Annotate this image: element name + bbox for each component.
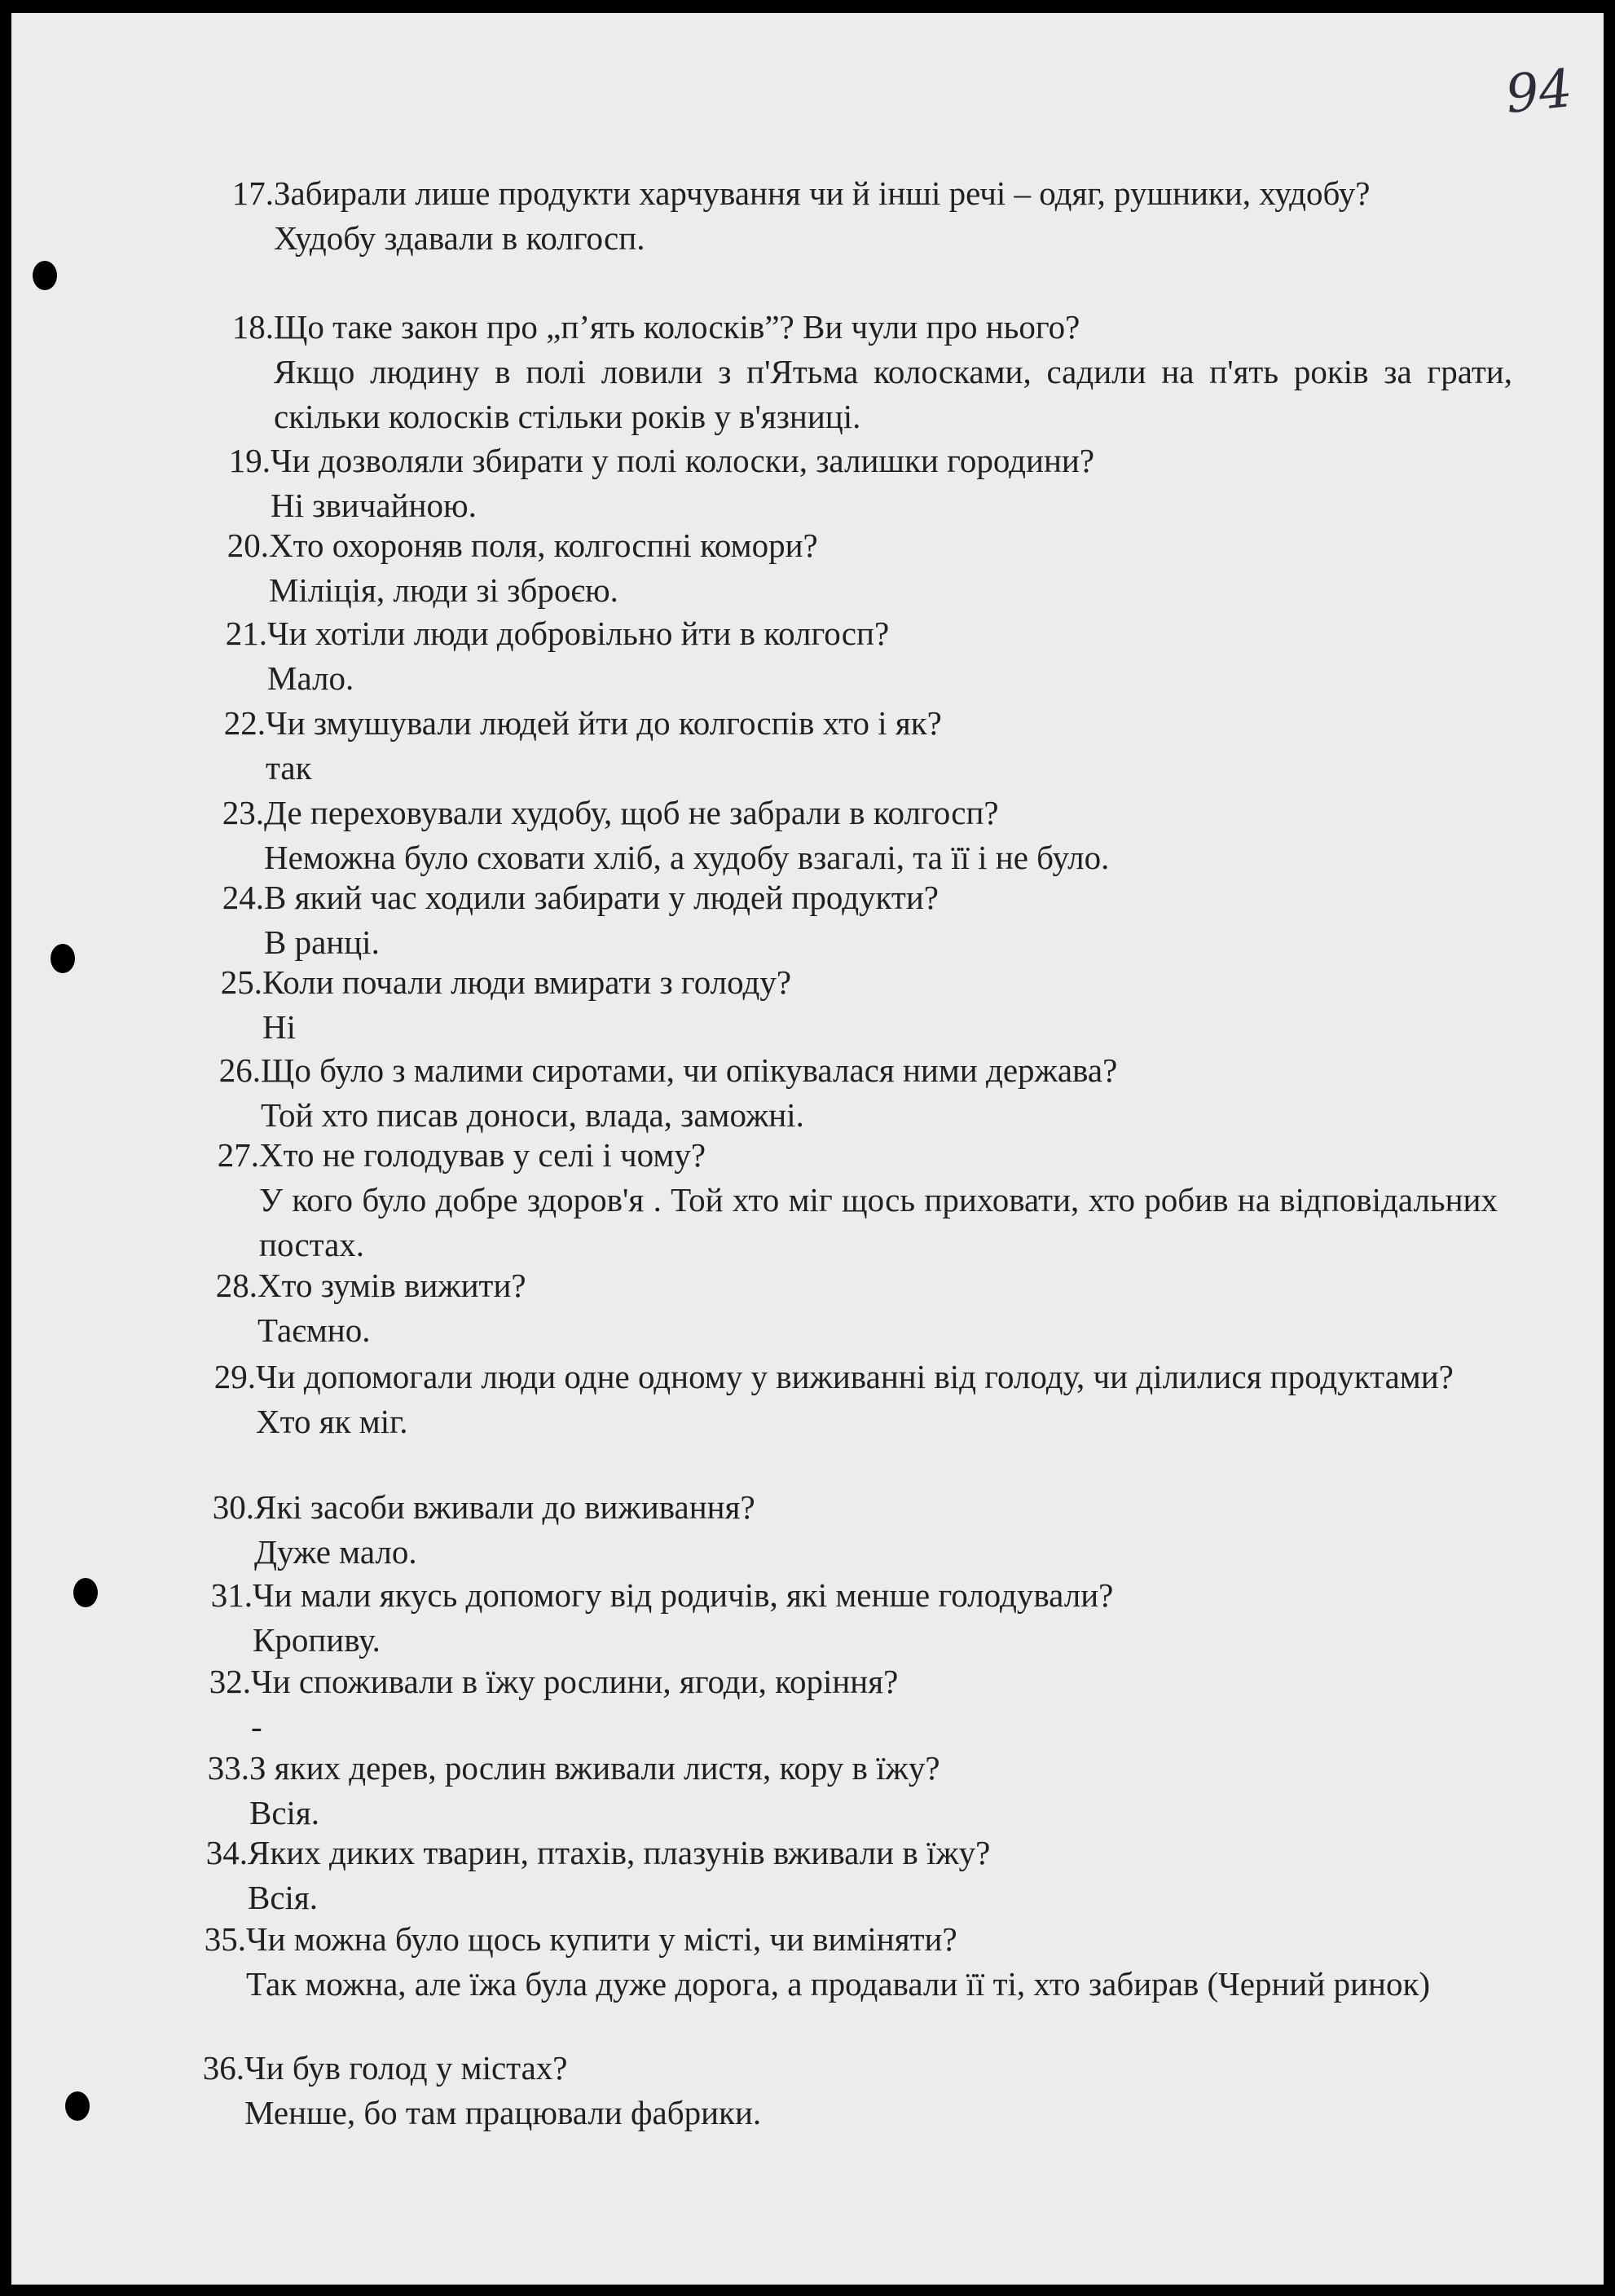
answer-text: Дуже мало. bbox=[254, 1533, 417, 1571]
question-text: Коли почали люди вмирати з голоду? bbox=[262, 963, 792, 1001]
answer-text: Мало. bbox=[267, 659, 354, 697]
question-text: Які засоби вживали до виживання? bbox=[254, 1488, 755, 1526]
item-number: 36. bbox=[202, 2049, 244, 2087]
item-number: 34. bbox=[205, 1834, 248, 1871]
question-text: Хто охороняв поля, колгоспні комори? bbox=[269, 527, 818, 564]
answer-text: В ранці. bbox=[264, 923, 380, 961]
question-text: Чи був голод у містах? bbox=[244, 2049, 568, 2087]
item-number: 33. bbox=[207, 1749, 249, 1787]
answer-text: Всія. bbox=[248, 1879, 319, 1916]
item-number: 32. bbox=[209, 1663, 251, 1700]
item-number: 30. bbox=[212, 1488, 254, 1526]
item-number: 27. bbox=[217, 1136, 259, 1174]
answer-text: Кропиву. bbox=[253, 1621, 381, 1659]
list-item bbox=[227, 523, 1573, 613]
answer-text: Міліція, люди зі зброєю. bbox=[269, 571, 618, 609]
item-number: 29. bbox=[213, 1358, 256, 1395]
question-text: Хто не голодував у селі і чому? bbox=[259, 1136, 706, 1174]
document-page bbox=[11, 13, 1604, 2285]
list-item bbox=[212, 1485, 1558, 1575]
punch-hole bbox=[73, 1578, 98, 1607]
list-item bbox=[205, 1831, 1551, 1920]
list-item bbox=[222, 791, 1568, 880]
item-number: 18. bbox=[231, 308, 274, 346]
answer-text: Всія. bbox=[249, 1794, 320, 1831]
list-item bbox=[220, 960, 1566, 1050]
item-number: 31. bbox=[210, 1576, 253, 1614]
question-text: Чи мали якусь допомогу від родичів, які менше голодували? bbox=[253, 1576, 1114, 1614]
answer-text: Менше, бо там працювали фабрики. bbox=[244, 2094, 762, 2131]
answer-text: так bbox=[266, 749, 312, 787]
handwritten-page-number: 94 bbox=[1503, 58, 1576, 126]
list-item bbox=[218, 1048, 1564, 1138]
answer-text: Той хто писав доноси, влада, заможні. bbox=[261, 1096, 804, 1134]
question-text: Що було з малими сиротами, чи опікувалася ними держава? bbox=[261, 1051, 1118, 1089]
question-text: Хто зумів вижити? bbox=[257, 1267, 526, 1304]
answer-text: Таємно. bbox=[257, 1311, 371, 1349]
answer-text: Якщо людину в полі ловили з п'Ятьма колосками, садили на п'ять років за грати, скільки колосків стільки років у в'язниці. bbox=[274, 353, 1512, 435]
item-number: 22. bbox=[223, 704, 266, 742]
question-text: З яких дерев, рослин вживали листя, кору в їжу? bbox=[249, 1749, 940, 1787]
question-text: Яких диких тварин, птахів, плазунів вживали в їжу? bbox=[248, 1834, 991, 1871]
list-item bbox=[231, 305, 1512, 439]
list-item bbox=[204, 1917, 1478, 2007]
item-number: 35. bbox=[204, 1920, 246, 1958]
answer-text: - bbox=[251, 1708, 262, 1745]
list-item bbox=[225, 611, 1571, 701]
list-item bbox=[222, 875, 1568, 965]
item-number: 23. bbox=[222, 794, 264, 831]
answer-text: У кого було добре здоров'я . Той хто міг щось приховати, хто робив на відповідальних постах. bbox=[259, 1181, 1498, 1263]
list-item bbox=[215, 1263, 1561, 1353]
question-text: В який час ходили забирати у людей продукти? bbox=[264, 879, 939, 916]
list-item bbox=[202, 2046, 1548, 2135]
answer-text: Ні звичайною. bbox=[271, 487, 477, 524]
list-item bbox=[207, 1746, 1553, 1835]
punch-hole bbox=[65, 2091, 90, 2121]
list-item bbox=[223, 701, 1569, 791]
list-item bbox=[228, 438, 1574, 528]
item-number: 21. bbox=[225, 615, 267, 652]
question-text: Чи можна було щось купити у місті, чи виміняти? bbox=[246, 1920, 957, 1958]
list-item bbox=[210, 1573, 1556, 1663]
item-number: 25. bbox=[220, 963, 262, 1001]
list-item bbox=[217, 1133, 1498, 1267]
punch-hole bbox=[51, 944, 75, 973]
answer-text: Так можна, але їжа була дуже дорога, а продавали її ті, хто забирав (Черний ринок) bbox=[246, 1965, 1431, 2003]
question-text: Де переховували худобу, щоб не забрали в колгосп? bbox=[264, 794, 999, 831]
answer-text: Неможна було сховати хліб, а худобу взагалі, та її і не було. bbox=[264, 839, 1110, 876]
question-text: Чи змушували людей йти до колгоспів хто і як? bbox=[266, 704, 942, 742]
question-text: Чи допомогали люди одне одному у виживанні від голоду, чи ділилися продуктами? bbox=[256, 1358, 1454, 1395]
item-number: 24. bbox=[222, 879, 264, 916]
item-number: 20. bbox=[227, 527, 269, 564]
list-item bbox=[231, 171, 1512, 261]
item-number: 28. bbox=[215, 1267, 257, 1304]
question-text: Забирали лише продукти харчування чи й інші речі – одяг, рушники, худобу? bbox=[274, 174, 1371, 212]
item-number: 19. bbox=[228, 442, 271, 479]
question-text: Чи дозволяли збирати у полі колоски, залишки городини? bbox=[271, 442, 1095, 479]
punch-hole bbox=[33, 261, 57, 290]
list-item bbox=[213, 1355, 1485, 1444]
item-number: 26. bbox=[218, 1051, 261, 1089]
question-text: Чи хотіли люди добровільно йти в колгосп? bbox=[267, 615, 890, 652]
list-item bbox=[209, 1659, 1555, 1749]
answer-text: Худобу здавали в колгосп. bbox=[274, 219, 645, 257]
answer-text: Хто як міг. bbox=[256, 1403, 408, 1440]
question-text: Що таке закон про „п’ять колосків”? Ви чули про нього? bbox=[274, 308, 1080, 346]
answer-text: Ні bbox=[262, 1008, 296, 1046]
item-number: 17. bbox=[231, 174, 274, 212]
question-text: Чи споживали в їжу рослини, ягоди, коріння? bbox=[251, 1663, 899, 1700]
